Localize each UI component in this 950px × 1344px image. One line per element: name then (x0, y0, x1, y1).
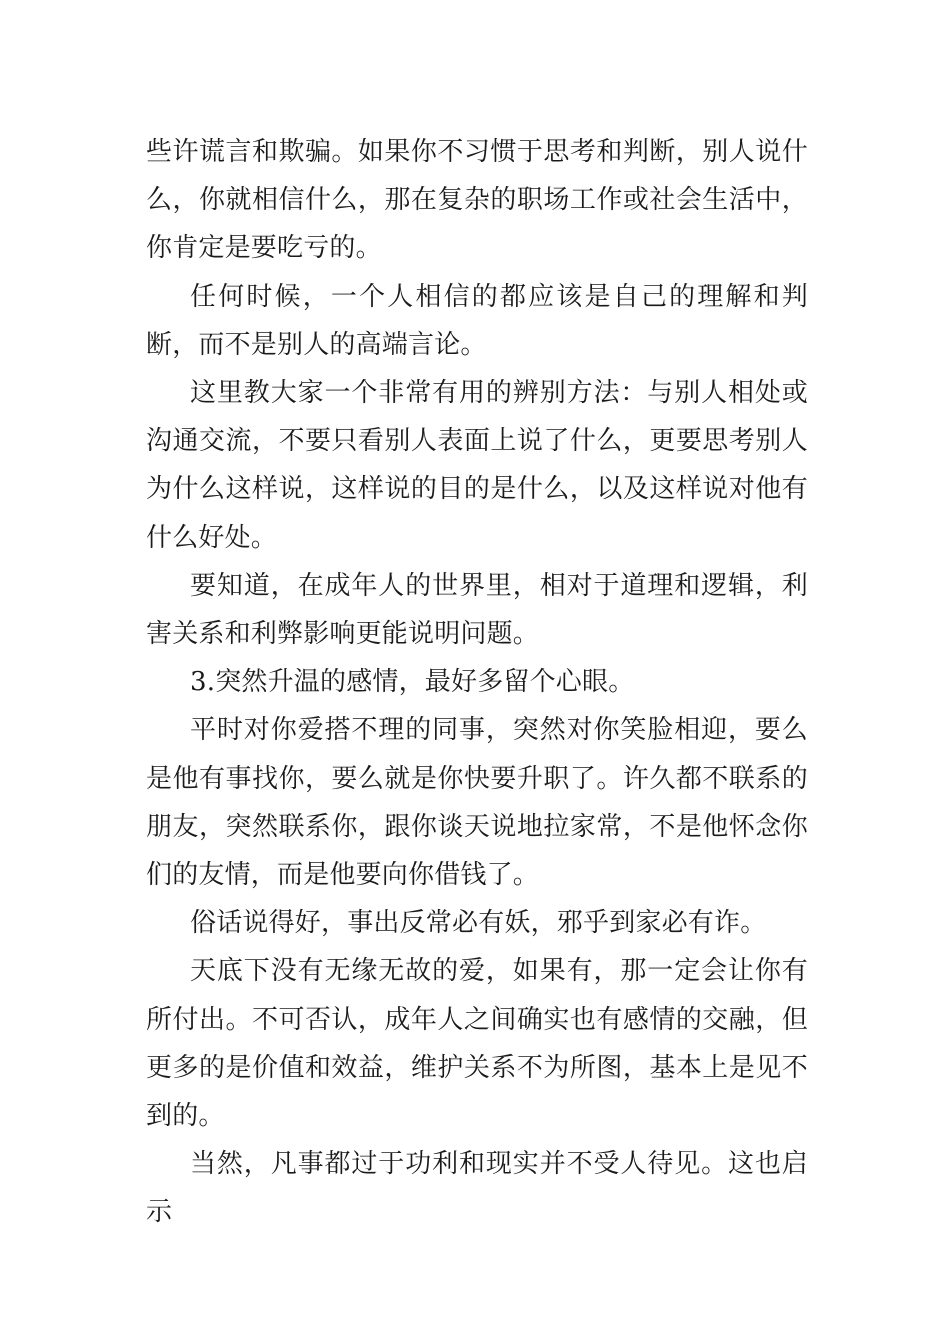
paragraph-6: 平时对你爱搭不理的同事，突然对你笑脸相迎，要么是他有事找你，要么就是你快要升职了。许久都不联系的朋友，突然联系你，跟你谈天说地拉家常，不是他怀念你们的友情，而是他要向你借钱了。 (146, 715, 808, 891)
paragraph-3: 这里教大家一个非常有用的辨别方法：与别人相处或沟通交流，不要只看别人表面上说了什么，更要思考别人为什么这样说，这样说的目的是什么，以及这样说对他有什么好处。 (146, 378, 808, 553)
paragraph-4: 要知道，在成年人的世界里，相对于道理和逻辑，利害关系和利弊影响更能说明问题。 (146, 570, 808, 650)
paragraph-5-section-heading: 3.突然升温的感情，最好多留个心眼。 (190, 667, 635, 698)
paragraph-2: 任何时候，一个人相信的都应该是自己的理解和判断，而不是别人的高端言论。 (146, 281, 808, 360)
paragraph-7: 俗话说得好，事出反常必有妖，邪乎到家必有诈。 (190, 908, 767, 939)
paragraph-1: 些许谎言和欺骗。如果你不习惯于思考和判断，别人说什么，你就相信什么，那在复杂的职场工作或社会生活中，你肯定是要吃亏的。 (146, 137, 808, 264)
body-text (146, 128, 808, 1237)
paragraph-8: 天底下没有无缘无故的爱，如果有，那一定会让你有所付出。不可否认，成年人之间确实也有感情的交融，但更多的是价值和效益，维护关系不为所图，基本上是见不到的。 (146, 956, 808, 1132)
paragraph-9: 当然，凡事都过于功利和现实并不受人待见。这也启示 (146, 1149, 808, 1228)
